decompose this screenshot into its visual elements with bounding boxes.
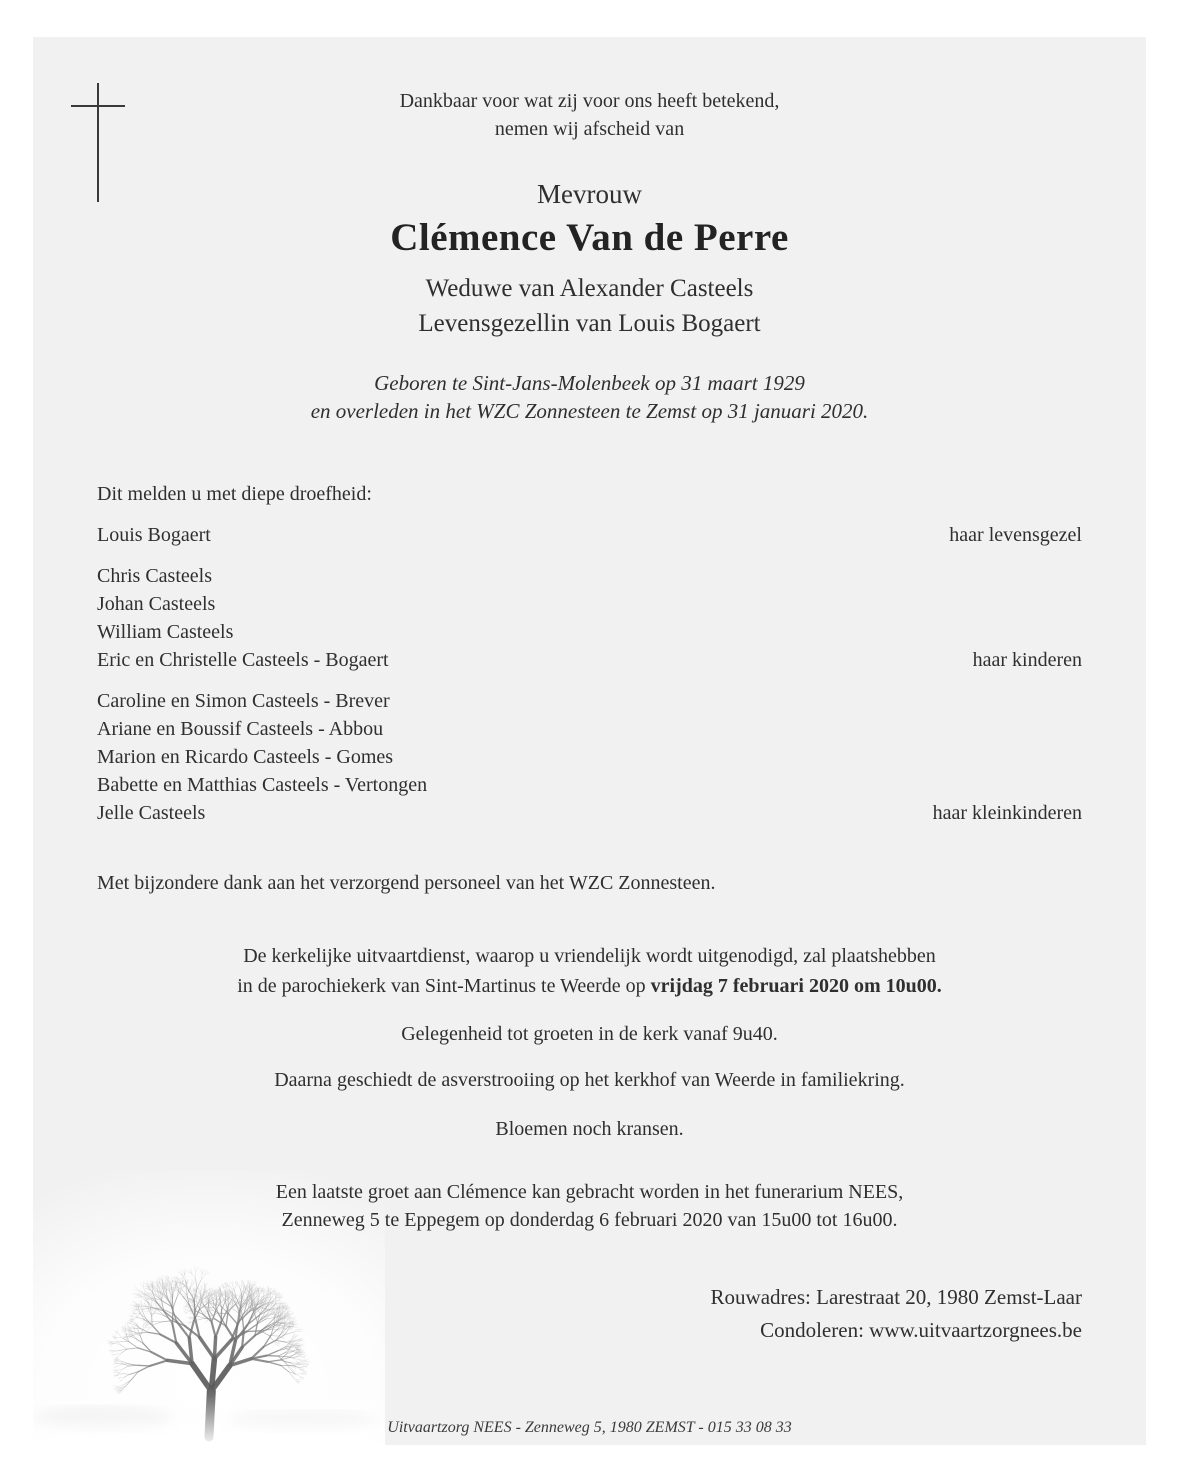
funeral-service-line-1: De kerkelijke uitvaartdienst, waarop u vriendelijk wordt uitgenodigd, zal plaatshebben: [243, 945, 936, 967]
last-greeting-paragraph: [33, 1178, 1146, 1234]
funeral-service-line-2-prefix: in de parochiekerk van Sint-Martinus te Weerde op: [237, 975, 651, 997]
relation-label: haar kinderen: [972, 649, 1082, 671]
ash-scattering-line: Daarna geschiedt de asverstrooiing op het kerkhof van Weerde in familiekring.: [274, 1069, 905, 1091]
family-name: Jelle Casteels: [97, 802, 206, 824]
birth-death-lines: [33, 369, 1146, 425]
family-group-partner: [97, 521, 1082, 549]
funeral-service-paragraph: [33, 941, 1146, 1001]
born-line: Geboren te Sint-Jans-Molenbeek op 31 maart 1929: [374, 371, 805, 395]
family-names: [97, 687, 427, 827]
opening-lines: [33, 87, 1146, 143]
announcement-intro: Dit melden u met diepe droefheid:: [97, 483, 372, 505]
last-greeting-line-2: Zenneweg 5 te Eppegem op donderdag 6 februari 2020 van 15u00 tot 16u00.: [281, 1209, 898, 1231]
last-greeting-line-1: Een laatste groet aan Clémence kan gebracht worden in het funerarium NEES,: [275, 1181, 904, 1203]
funeral-service-datetime: vrijdag 7 februari 2020 om 10u00.: [650, 975, 942, 997]
family-name: William Casteels: [97, 621, 234, 643]
family-name: Marion en Ricardo Casteels - Gomes: [97, 746, 394, 768]
acknowledgement-line: Met bijzondere dank aan het verzorgend personeel van het WZC Zonnesteen.: [97, 872, 716, 894]
family-names: [97, 521, 211, 549]
family-name: Babette en Matthias Casteels - Vertongen: [97, 774, 428, 796]
mourning-card: [33, 37, 1146, 1445]
greeting-line: Gelegenheid tot groeten in de kerk vanaf 9u40.: [401, 1023, 778, 1045]
subtitle-partner: Levensgezellin van Louis Bogaert: [418, 310, 761, 337]
family-name: Ariane en Boussif Casteels - Abbou: [97, 718, 384, 740]
family-group-grandchildren: [97, 687, 1082, 827]
mourning-address-line: Rouwadres: Larestraat 20, 1980 Zemst-Laar: [710, 1285, 1082, 1309]
deceased-name: Clémence Van de Perre: [390, 216, 789, 259]
salutation: Mevrouw: [537, 179, 642, 209]
family-name: Chris Casteels: [97, 565, 212, 587]
family-group-children: [97, 562, 1082, 674]
funeral-service-line-2: [33, 971, 1146, 1001]
family-names: [97, 562, 389, 674]
family-name: Louis Bogaert: [97, 524, 211, 546]
contact-block: [97, 1281, 1082, 1347]
relation-label: haar kleinkinderen: [932, 802, 1082, 824]
family-name: Caroline en Simon Casteels - Brever: [97, 690, 390, 712]
opening-line-1: Dankbaar voor wat zij voor ons heeft betekend,: [399, 90, 780, 112]
died-line: en overleden in het WZC Zonnesteen te Zemst op 31 januari 2020.: [310, 399, 869, 423]
family-name: Johan Casteels: [97, 593, 216, 615]
no-flowers-line: Bloemen noch kransen.: [495, 1118, 684, 1140]
subtitle-widow: Weduwe van Alexander Casteels: [425, 275, 754, 302]
family-name: Eric en Christelle Casteels - Bogaert: [97, 649, 389, 671]
funeral-home-footer: Uitvaartzorg NEES - Zenneweg 5, 1980 ZEMST - 015 33 08 33: [387, 1419, 792, 1436]
opening-line-2: nemen wij afscheid van: [494, 118, 685, 140]
relation-label: haar levensgezel: [949, 524, 1082, 546]
condolences-line: Condoleren: www.uitvaartzorgnees.be: [760, 1318, 1082, 1342]
